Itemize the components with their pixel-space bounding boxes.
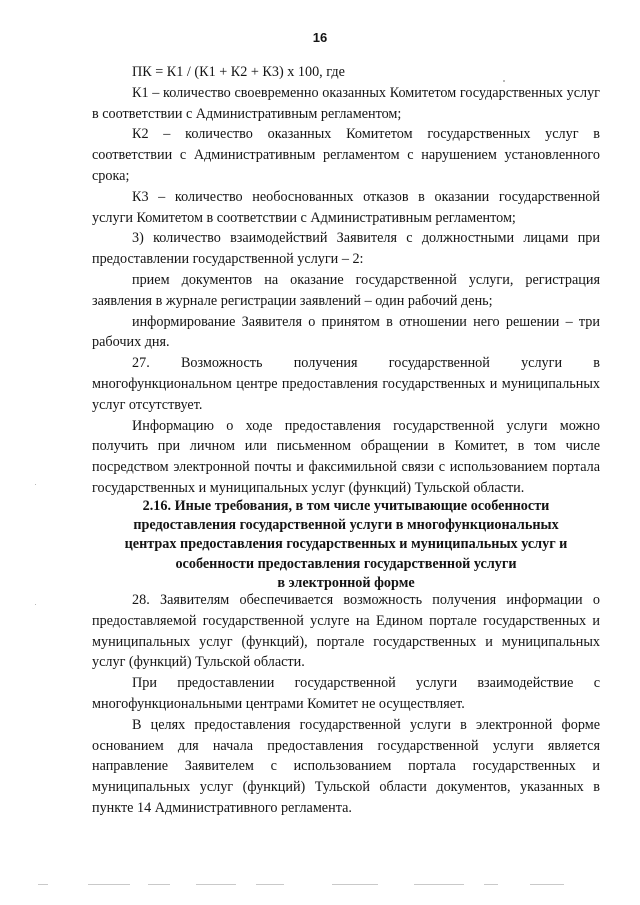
scan-speck bbox=[35, 604, 36, 605]
scan-edge-mark bbox=[414, 884, 464, 885]
scan-edge-mark bbox=[332, 884, 378, 885]
scan-edge-mark bbox=[148, 884, 170, 885]
body-section-top bbox=[92, 62, 600, 499]
scan-edge-mark bbox=[38, 884, 48, 885]
heading-line: 2.16. Иные требования, в том числе учитывающие особенности bbox=[142, 498, 550, 514]
section-heading bbox=[92, 497, 600, 593]
document-reception-paragraph: прием документов на оказание государственной услуги, регистрация заявления в журнале регистрации заявлений – один рабочий день; bbox=[92, 271, 600, 309]
heading-line: предоставления государственной услуги в многофункциональных bbox=[133, 517, 559, 534]
applicant-notification-paragraph: информирование Заявителя о принятом в отношении него решении – три рабочих дня. bbox=[92, 313, 600, 351]
scan-edge-mark bbox=[484, 884, 498, 885]
clause-28-paragraph: 28. Заявителям обеспечивается возможность получения информации о предоставляемой государственной услуге на Едином портале государственных и муниципальных услуг (функций), портале государственных и муниципальных услуг (функций) Тульской области. bbox=[92, 592, 600, 671]
page-number: 16 bbox=[312, 30, 328, 45]
scan-edge-mark bbox=[256, 884, 284, 885]
scan-edge-mark bbox=[196, 884, 236, 885]
scan-edge-mark bbox=[530, 884, 564, 885]
progress-info-paragraph: Информацию о ходе предоставления государственной услуги можно получить при личном или письменном обращении в Комитет, в том числе посредством электронной почты и факсимильной связи с использованием портала государственных и муниципальных услуг (функций) Тульской области. bbox=[92, 417, 600, 496]
clause-27-paragraph: 27. Возможность получения государственной услуги в многофункциональном центре предоставления государственных и муниципальных услуг отсутствует. bbox=[92, 355, 600, 413]
heading-line: особенности предоставления государственной услуги bbox=[175, 555, 517, 572]
formula-paragraph: ПК = К1 / (К1 + К2 + К3) х 100, где bbox=[132, 64, 345, 80]
scan-speck bbox=[503, 80, 505, 82]
body-section-bottom bbox=[92, 590, 600, 819]
mfc-interaction-paragraph: При предоставлении государственной услуги взаимодействие с многофункциональными центрами Комитет не осуществляет. bbox=[92, 675, 600, 712]
scan-edge-mark bbox=[88, 884, 130, 885]
electronic-form-paragraph: В целях предоставления государственной услуги в электронной форме основанием для начала предоставления государственной услуги является направление Заявителем с использованием портала государственных и муниципальных услуг (функций) Тульской области документов, указанных в пункте 14 Административного регламента. bbox=[92, 716, 600, 816]
k3-definition-paragraph: К3 – количество необоснованных отказов в оказании государственной услуги Комитетом в соответствии с Административным регламентом; bbox=[92, 188, 600, 226]
heading-line: центрах предоставления государственных и муниципальных услуг и bbox=[124, 536, 568, 553]
heading-line: в электронной форме bbox=[277, 574, 415, 591]
k2-definition-paragraph: К2 – количество оказанных Комитетом государственных услуг в соответствии с Административным регламентом с нарушением установленного срока; bbox=[92, 126, 600, 184]
scan-speck bbox=[35, 484, 36, 485]
interactions-count-paragraph: 3) количество взаимодействий Заявителя с должностными лицами при предоставлении государственной услуги – 2: bbox=[92, 230, 600, 268]
k1-definition-paragraph: К1 – количество своевременно оказанных Комитетом государственных услуг в соответствии с Административным регламентом; bbox=[92, 84, 600, 122]
